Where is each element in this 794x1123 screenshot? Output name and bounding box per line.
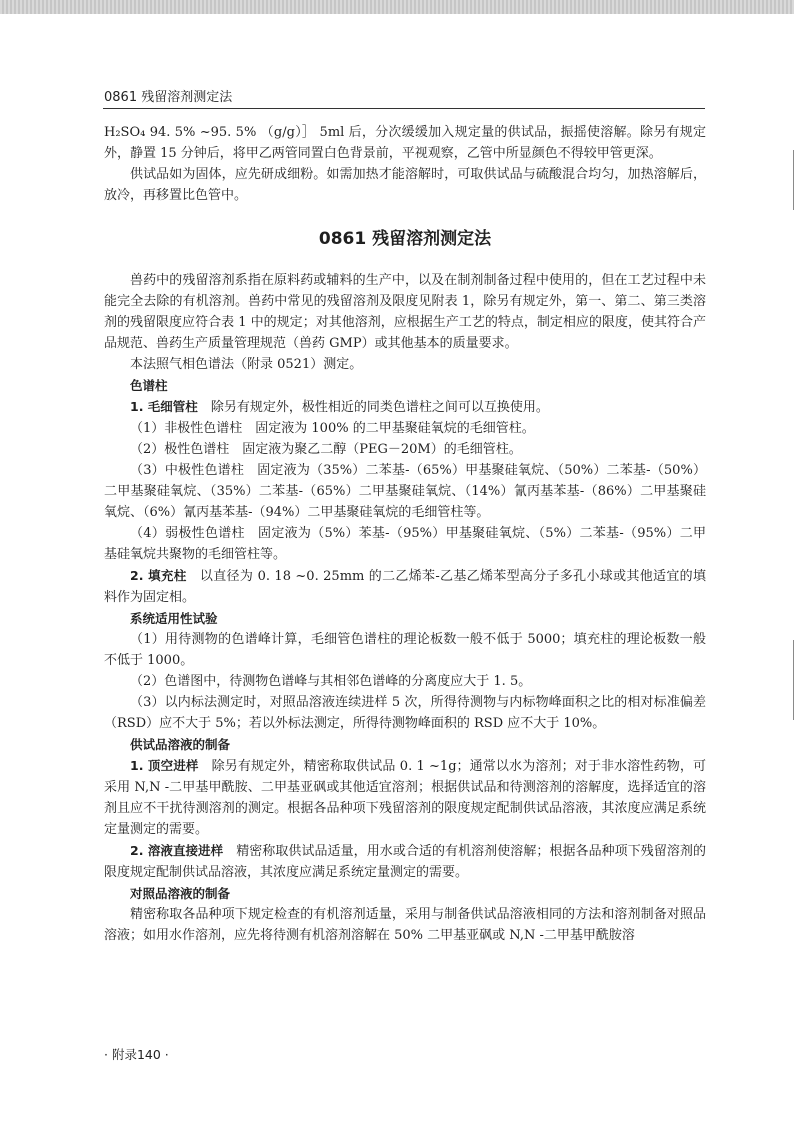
column-item: （2）极性色谱柱 固定液为聚乙二醇（PEG－20M）的毛细管柱。 [130,442,522,457]
headspace-text: 除另有规定外，精密称取供试品 0. 1 ~1g；通常以水为溶剂；对于非水溶性药物，可采用 N,N -二甲基甲酰胺、二甲基亚砜或其他适宜溶剂；根据供试品和待测溶剂的溶解度，选择适宜的溶剂且应不干扰待测溶剂的测定。根据各品种项下残留溶剂的限度规定配制供试品溶液，其浓度应满足系统定量测定的需要。 [104,759,706,837]
packed-column-label: 2. 填充柱 [130,568,187,583]
header-rule [103,108,705,109]
column-item: （3）中极性色谱柱 固定液为（35%）二苯基-（65%）甲基聚硅氧烷、（50%）二苯基-（50%）二甲基聚硅氧烷、（35%）二苯基-（65%）二甲基聚硅氧烷、（14%）氰丙基苯基-（86%）二甲基聚硅氧烷、（6%）氰丙基苯基-（94%）二甲基聚硅氧烷的毛细管柱等。 [104,463,706,520]
section-title: 0861 残留溶剂测定法 [318,229,492,249]
packed-column-paragraph [104,565,706,608]
direct-injection-label: 2. 溶液直接进样 [130,843,224,858]
suitability-item: （2）色谱图中，待测物色谱峰与其相邻色谱峰的分离度应大于 1. 5。 [130,674,532,689]
capillary-column-paragraph [104,396,706,418]
column-item: （4）弱极性色谱柱 固定液为（5%）苯基-（95%）甲基聚硅氧烷、（5%）二苯基-（95%）二甲基硅氧烷共聚物的毛细管柱等。 [104,526,706,562]
reference-prep-paragraph: 精密称取各品种项下规定检查的有机溶剂适量，采用与制备供试品溶液相同的方法和溶剂制备对照品溶液；如用水作溶剂，应先将待测有机溶剂溶解在 50% 二甲基亚砜或 N,N -二甲基甲酰胺溶 [104,907,706,943]
direct-injection-paragraph [104,840,706,883]
direct-injection-text: 精密称取供试品适量，用水或合适的有机溶剂使溶解；根据各品种项下残留溶剂的限度规定配制供试品溶液，其浓度应满足系统定量测定的需要。 [104,844,706,880]
intro-paragraph-2: 本法照气相色谱法（附录 0521）测定。 [130,357,363,372]
running-header: 0861 残留溶剂测定法 [104,90,233,105]
scan-top-band [0,0,794,14]
heading-sample-prep: 供试品溶液的制备 [130,737,231,752]
packed-column-text: 以直径为 0. 18 ~0. 25mm 的二乙烯苯-乙基乙烯苯型高分子多孔小球或其他适宜的填料作为固定相。 [104,569,706,605]
page-number: · 附录140 · [104,1047,169,1062]
headspace-label: 1. 顶空进样 [130,758,199,773]
prev-paragraph-1: H₂SO₄ 94. 5% ~95. 5% （g/g）］ 5ml 后，分次缓缓加入规定量的供试品，振摇使溶解。除另有规定外，静置 15 分钟后，将甲乙两管同置白色背景前，平视观察，乙管中所显颜色不得较甲管更深。 [104,125,706,161]
heading-suitability: 系统适用性试验 [130,611,218,626]
prev-paragraph-2: 供试品如为固体，应先研成细粉。如需加热才能溶解时，可取供试品与硫酸混合均匀，加热溶解后，放冷，再移置比色管中。 [104,167,706,203]
heading-reference-prep: 对照品溶液的制备 [130,886,231,901]
suitability-item: （1）用待测物的色谱峰计算，毛细管色谱柱的理论板数一般不低于 5000；填充柱的理论板数一般不低于 1000。 [104,632,706,668]
column-item: （1）非极性色谱柱 固定液为 100% 的二甲基聚硅氧烷的毛细管柱。 [130,421,535,436]
suitability-item: （3）以内标法测定时，对照品溶液连续进样 5 次，所得待测物与内标物峰面积之比的相对标准偏差（RSD）应不大于 5%；若以外标法测定，所得待测物峰面积的 RSD 应不大于 10%。 [104,695,706,731]
intro-paragraph-1: 兽药中的残留溶剂系指在原料药或辅料的生产中，以及在制剂制备过程中使用的，但在工艺过程中未能完全去除的有机溶剂。兽药中常见的残留溶剂及限度见附表 1，除另有规定外，第一、第二、第三类溶剂的残留限度应符合表 1 中的规定；对其他溶剂，应根据生产工艺的特点，制定相应的限度，使其符合产品规范、兽药生产质量管理规范（兽药 GMP）或其他基本的质量要求。 [104,273,706,351]
capillary-column-label: 1. 毛细管柱 [130,399,198,414]
heading-column: 色谱柱 [130,378,168,393]
capillary-column-text: 除另有规定外，极性相近的同类色谱柱之间可以互换使用。 [197,400,549,415]
headspace-paragraph [104,755,706,840]
page-body [104,122,706,946]
